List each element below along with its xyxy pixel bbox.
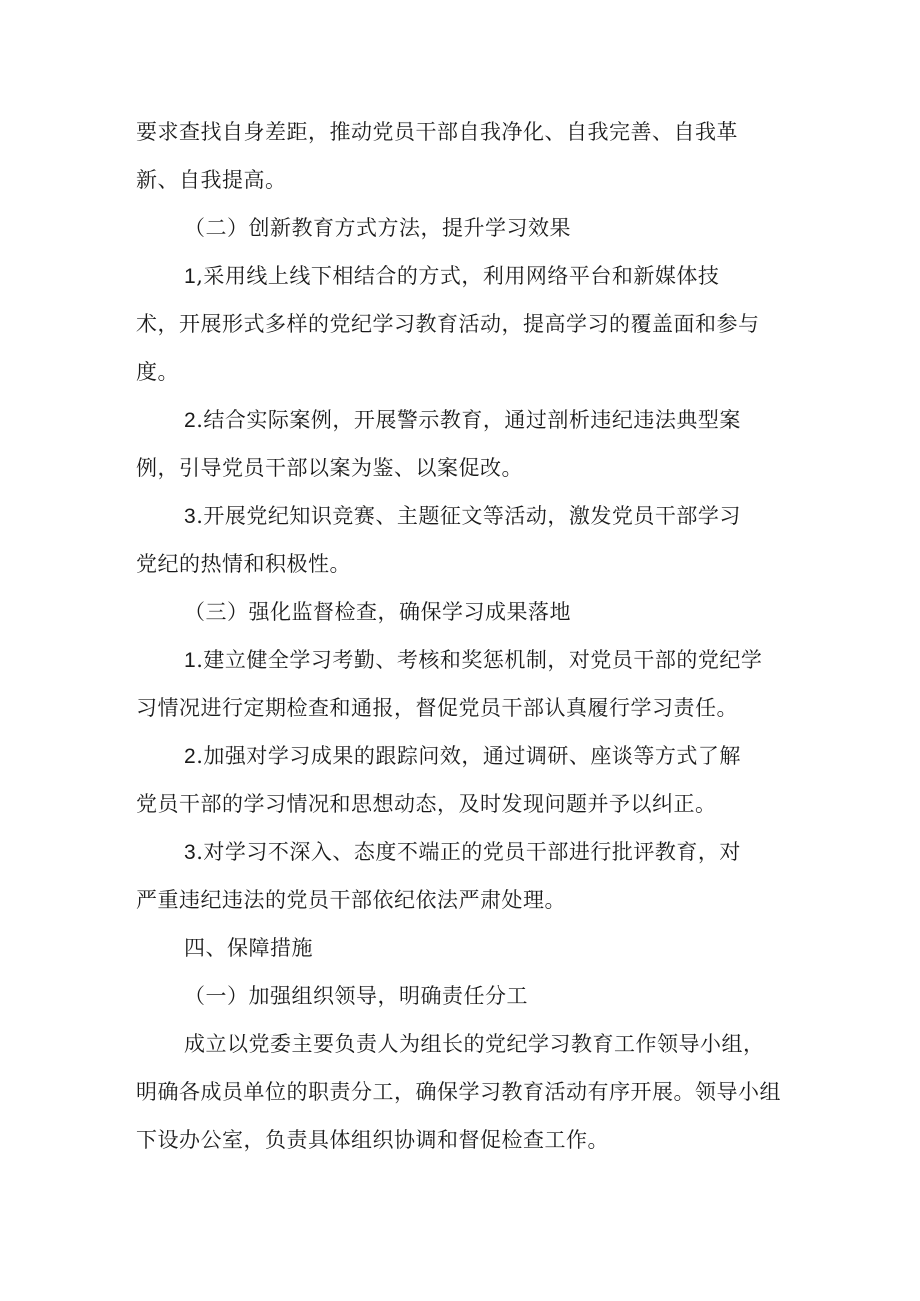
list-item-line: 严重违纪违法的党员干部依纪依法严肃处理。 xyxy=(136,888,566,912)
paragraph-line: 下设办公室，负责具体组织协调和督促检查工作。 xyxy=(136,1128,609,1152)
section-heading: （三）强化监督检查，确保学习成果落地 xyxy=(184,600,571,624)
list-item-line: 党纪的热情和积极性。 xyxy=(136,552,351,576)
item-number: 1 xyxy=(184,649,197,672)
item-number: 1 xyxy=(184,265,197,288)
paragraph-line: 明确各成员单位的职责分工，确保学习教育活动有序开展。领导小组 xyxy=(136,1080,781,1104)
chapter-heading: 四、保障措施 xyxy=(184,936,313,960)
list-item-line: 2.加强对学习成果的跟踪问效，通过调研、座谈等方式了解 xyxy=(184,744,741,768)
list-item-line: 3.开展党纪知识竞赛、主题征文等活动，激发党员干部学习 xyxy=(184,504,741,528)
list-item-line: 例，引导党员干部以案为鉴、以案促改。 xyxy=(136,456,523,480)
paragraph-line: 新、自我提高。 xyxy=(136,168,287,192)
list-item-line: 2.结合实际案例，开展警示教育，通过剖析违纪违法典型案 xyxy=(184,408,741,432)
item-number: 2 xyxy=(184,409,197,432)
list-item-line: 1,采用线上线下相结合的方式，利用网络平台和新媒体技 xyxy=(184,264,720,288)
paragraph-line: 成立以党委主要负责人为组长的党纪学习教育工作领导小组， xyxy=(184,1032,765,1056)
list-item-line: 1.建立健全学习考勤、考核和奖惩机制，对党员干部的党纪学 xyxy=(184,648,763,672)
item-number: 2 xyxy=(184,745,197,768)
list-item-line: 习情况进行定期检查和通报，督促党员干部认真履行学习责任。 xyxy=(136,696,738,720)
section-heading: （一）加强组织领导，明确责任分工 xyxy=(184,984,528,1008)
list-item-line: 术，开展形式多样的党纪学习教育活动，提高学习的覆盖面和参与 xyxy=(136,312,760,336)
list-item-line: 党员干部的学习情况和思想动态，及时发现问题并予以纠正。 xyxy=(136,792,717,816)
paragraph-line: 要求查找自身差距，推动党员干部自我净化、自我完善、自我革 xyxy=(136,120,738,144)
item-number: 3 xyxy=(184,841,197,864)
list-item-line: 度。 xyxy=(136,360,179,384)
list-item-line: 3.对学习不深入、态度不端正的党员干部进行批评教育，对 xyxy=(184,840,741,864)
item-number: 3 xyxy=(184,505,197,528)
section-heading: （二）创新教育方式方法，提升学习效果 xyxy=(184,216,571,240)
